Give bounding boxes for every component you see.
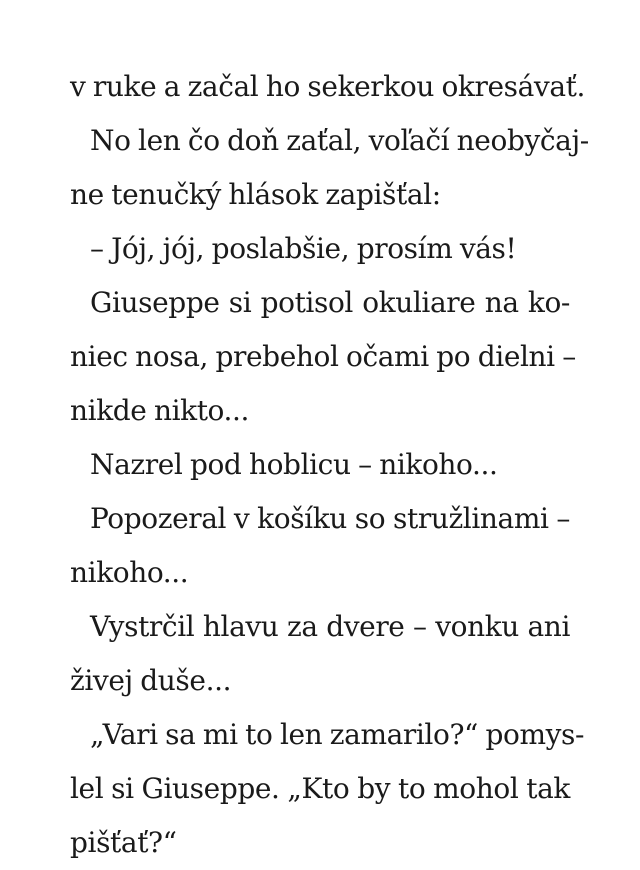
body-text bbox=[70, 60, 589, 870]
text-line: v ruke a začal ho sekerkou okresávať. bbox=[70, 70, 585, 103]
text-line: živej duše... bbox=[70, 664, 232, 697]
text-line: No len čo doň zaťal, voľačí neobyčaj- bbox=[90, 124, 589, 157]
text-line: lel si Giuseppe. „Kto by to mohol tak bbox=[70, 772, 570, 805]
text-line: niec nosa, prebehol očami po dielni – bbox=[70, 340, 576, 373]
text-line: nikde nikto... bbox=[70, 394, 250, 427]
text-line: nikoho... bbox=[70, 556, 189, 589]
text-line: Popozeral v košíku so stružlinami – bbox=[90, 502, 570, 535]
text-line: Vystrčil hlavu za dvere – vonku ani bbox=[90, 610, 570, 643]
text-line: Giuseppe si potisol okuliare na ko- bbox=[90, 286, 570, 319]
text-line: pišťať?“ bbox=[70, 826, 177, 859]
text-line: Nazrel pod hoblicu – nikoho... bbox=[90, 448, 498, 481]
text-line: – Jój, jój, poslabšie, prosím vás! bbox=[90, 232, 517, 265]
text-line: „Vari sa mi to len zamarilo?“ pomys- bbox=[90, 718, 585, 751]
text-line: ne tenučký hlások zapišťal: bbox=[70, 178, 441, 211]
